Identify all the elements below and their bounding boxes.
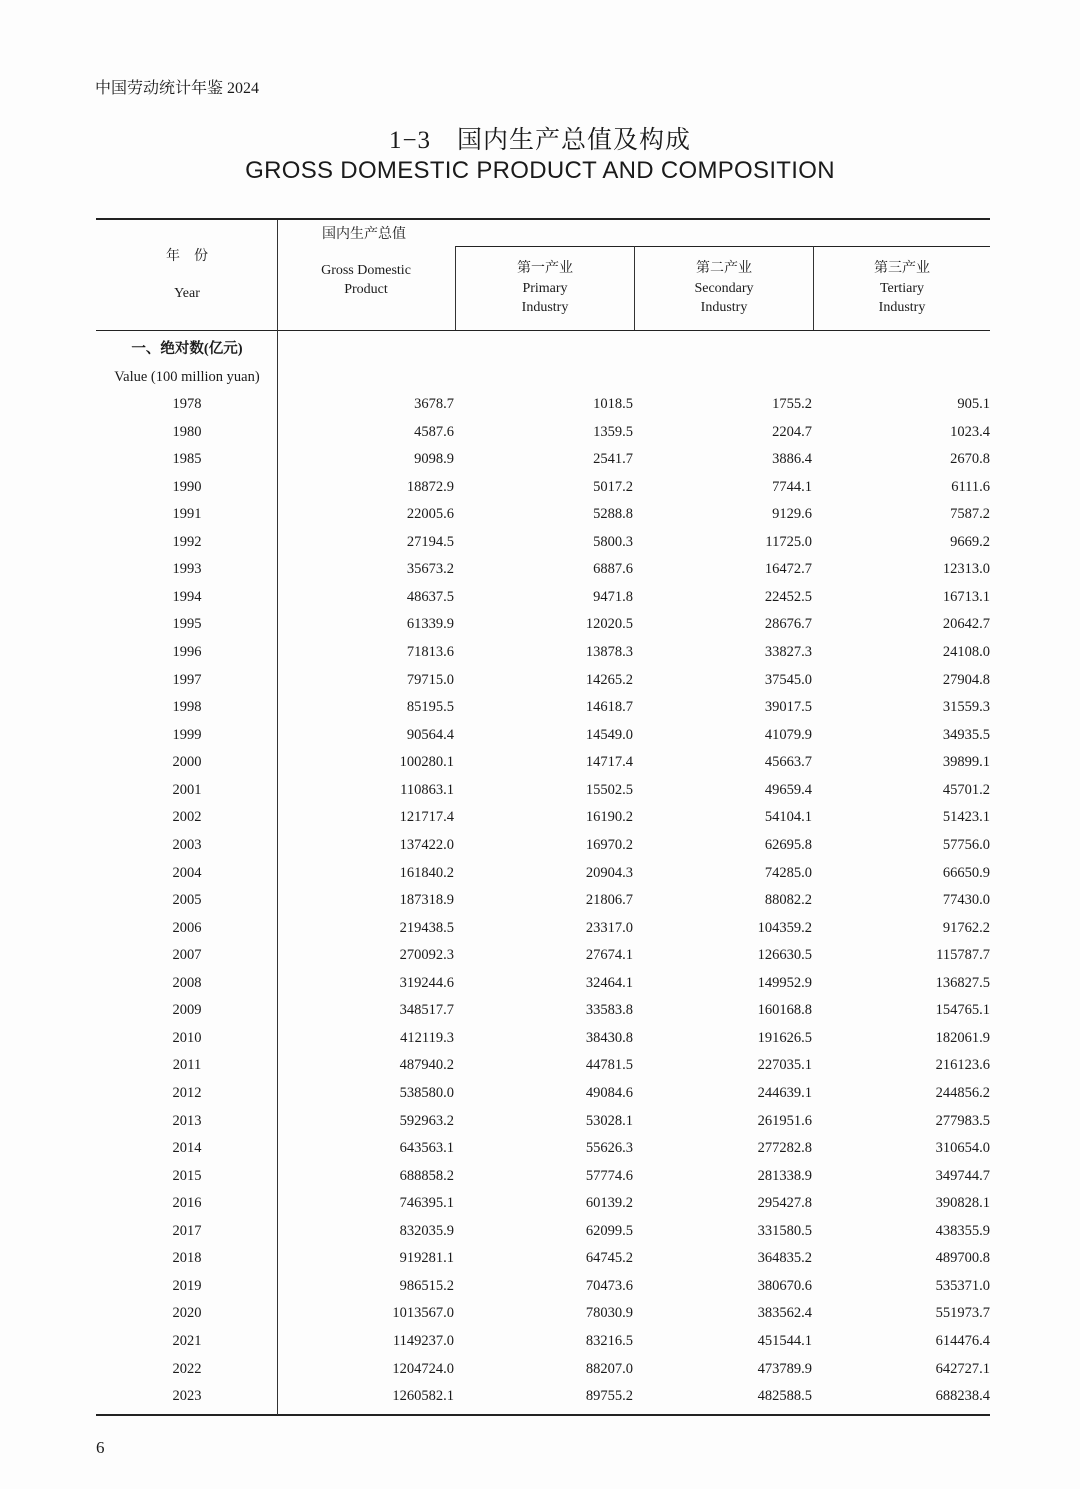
gdp-cell: 71813.6 — [406, 644, 454, 661]
year-cell: 2009 — [172, 1002, 202, 1019]
primary-cell: 13878.3 — [585, 644, 633, 661]
year-cell: 2014 — [172, 1140, 202, 1157]
tertiary-cell: 349744.7 — [935, 1167, 990, 1184]
tertiary-cell: 39899.1 — [942, 754, 990, 771]
gdp-cell: 110863.1 — [400, 781, 454, 798]
year-cell: 1980 — [172, 423, 202, 440]
secondary-cell: 22452.5 — [764, 588, 812, 605]
gdp-cell: 137422.0 — [399, 836, 454, 853]
year-cell: 1998 — [172, 699, 202, 716]
gdp-cell: 187318.9 — [399, 892, 454, 909]
primary-cell: 78030.9 — [585, 1305, 633, 1322]
secondary-cell: 104359.2 — [757, 919, 812, 936]
gdp-cell: 27194.5 — [406, 533, 454, 550]
gdp-cell: 319244.6 — [399, 974, 454, 991]
table-title-chinese: 1−3 国内生产总值及构成 — [388, 127, 692, 154]
table-title-english: GROSS DOMESTIC PRODUCT AND COMPOSITION — [245, 157, 835, 184]
year-cell: 1992 — [172, 533, 202, 550]
secondary-cell: 74285.0 — [764, 864, 812, 881]
gdp-cell: 48637.5 — [406, 588, 454, 605]
tertiary-cell: 31559.3 — [942, 699, 990, 716]
year-cell: 2011 — [172, 1057, 202, 1074]
tertiary-cell: 77430.0 — [942, 892, 990, 909]
tertiary-cell: 489700.8 — [935, 1250, 990, 1267]
primary-cell: 5288.8 — [593, 506, 633, 523]
gdp-cell: 161840.2 — [399, 864, 454, 881]
primary-cell: 14549.0 — [585, 726, 633, 743]
gdp-cell: 1204724.0 — [392, 1360, 454, 1377]
primary-cell: 38430.8 — [585, 1029, 633, 1046]
tertiary-cell: 7587.2 — [950, 506, 990, 523]
primary-cell: 60139.2 — [585, 1195, 633, 1212]
secondary-cell: 37545.0 — [764, 671, 812, 688]
year-cell: 2008 — [172, 974, 202, 991]
year-cell: 1978 — [172, 396, 202, 412]
year-cell: 1991 — [172, 506, 202, 523]
primary-cell: 16970.2 — [585, 836, 633, 853]
year-cell: 2006 — [172, 919, 202, 936]
year-cell: 2010 — [172, 1029, 202, 1046]
bottom-rule — [96, 1414, 990, 1416]
secondary-cell: 11725.0 — [765, 533, 812, 550]
primary-cell: 33583.8 — [585, 1002, 633, 1019]
secondary-cell: 16472.7 — [764, 561, 812, 578]
secondary-cell: 45663.7 — [764, 754, 812, 771]
year-cell: 2005 — [172, 892, 202, 909]
primary-cell: 49084.6 — [585, 1085, 633, 1101]
year-cell: 2003 — [172, 836, 202, 853]
tertiary-cell: 57756.0 — [942, 836, 990, 853]
gdp-cell: 35673.2 — [406, 561, 454, 578]
year-cell: 1993 — [172, 561, 202, 578]
tertiary-cell: 688238.4 — [935, 1388, 990, 1405]
gdp-cell: 643563.1 — [399, 1140, 454, 1157]
year-cell: 1985 — [172, 451, 202, 468]
top-rule — [96, 218, 990, 220]
primary-cell: 23317.0 — [585, 919, 633, 936]
secondary-cell: 39017.5 — [764, 699, 812, 716]
primary-cell: 44781.5 — [585, 1057, 633, 1074]
year-cell: 1997 — [172, 671, 202, 688]
secondary-cell: 227035.1 — [757, 1057, 812, 1074]
primary-cell: 9471.8 — [593, 588, 633, 605]
tertiary-cell: 390828.1 — [935, 1195, 990, 1212]
secondary-cell: 54104.1 — [764, 809, 812, 826]
tertiary-cell: 551973.7 — [935, 1305, 990, 1322]
secondary-cell: 49659.4 — [764, 781, 812, 798]
gdp-cell: 90564.4 — [406, 726, 454, 743]
primary-cell: 57774.6 — [585, 1167, 633, 1184]
tertiary-cell: 6111.6 — [951, 478, 990, 495]
gdp-cell: 1149237.0 — [392, 1333, 454, 1350]
header-year-cn: 年 份 — [166, 249, 208, 264]
secondary-cell: 149952.9 — [757, 974, 812, 991]
tertiary-cell: 136827.5 — [935, 974, 990, 991]
tertiary-cell: 154765.1 — [935, 1002, 990, 1019]
primary-cell: 88207.0 — [585, 1360, 633, 1377]
gdp-cell: 121717.4 — [399, 809, 454, 826]
gdp-cell: 487940.2 — [399, 1057, 454, 1074]
year-cell: 2013 — [172, 1112, 202, 1129]
gdp-cell: 79715.0 — [406, 671, 454, 688]
year-cell: 1990 — [172, 478, 202, 495]
tertiary-cell: 34935.5 — [942, 726, 990, 743]
tertiary-cell: 1023.4 — [950, 423, 990, 440]
year-cell: 1994 — [172, 588, 202, 605]
gdp-cell: 61339.9 — [406, 616, 454, 633]
secondary-cell: 295427.8 — [757, 1195, 812, 1212]
primary-cell: 83216.5 — [585, 1333, 633, 1350]
tertiary-cell: 216123.6 — [935, 1057, 990, 1074]
tertiary-cell: 24108.0 — [942, 644, 990, 661]
tertiary-cell: 905.1 — [957, 396, 990, 412]
year-cell: 1995 — [172, 616, 202, 633]
year-cell: 2020 — [172, 1305, 202, 1322]
header-tertiary-cn: 第三产业 — [874, 261, 930, 276]
gdp-cell: 412119.3 — [400, 1029, 454, 1046]
gdp-cell: 85195.5 — [406, 699, 454, 716]
secondary-cell: 88082.2 — [764, 892, 812, 909]
gdp-cell: 832035.9 — [399, 1222, 454, 1239]
header-gdp-cn: 国内生产总值 — [322, 227, 406, 242]
primary-cell: 12020.5 — [585, 616, 633, 633]
year-cell: 1999 — [172, 726, 202, 743]
primary-cell: 6887.6 — [593, 561, 633, 578]
primary-cell: 5017.2 — [593, 478, 633, 495]
header-secondary-en: Secondary Industry — [694, 281, 754, 315]
secondary-cell: 380670.6 — [757, 1277, 812, 1294]
year-cell: 2022 — [172, 1360, 202, 1377]
tertiary-cell: 12313.0 — [942, 561, 990, 578]
tertiary-cell: 20642.7 — [942, 616, 990, 633]
gdp-cell: 18872.9 — [406, 478, 454, 495]
tertiary-cell: 51423.1 — [942, 809, 990, 826]
secondary-cell: 2204.7 — [772, 423, 812, 440]
header-secondary-cn: 第二产业 — [696, 261, 752, 276]
gdp-cell: 9098.9 — [414, 451, 454, 468]
gdp-cell: 746395.1 — [399, 1195, 454, 1212]
tertiary-cell: 45701.2 — [942, 781, 990, 798]
secondary-cell: 126630.5 — [757, 947, 812, 964]
secondary-cell: 160168.8 — [757, 1002, 812, 1019]
header-gdp-en: Gross Domestic Product — [321, 263, 411, 297]
primary-cell: 1018.5 — [593, 396, 633, 412]
primary-cell: 70473.6 — [585, 1277, 633, 1294]
tertiary-cell: 244856.2 — [935, 1085, 990, 1101]
year-cell: 2018 — [172, 1250, 202, 1267]
header-primary-en: Primary Industry — [521, 281, 569, 315]
primary-cell: 89755.2 — [585, 1388, 633, 1405]
gdp-cell: 348517.7 — [399, 1002, 454, 1019]
primary-cell: 1359.5 — [593, 423, 633, 440]
secondary-cell: 1755.2 — [772, 396, 812, 412]
gdp-cell: 986515.2 — [399, 1277, 454, 1294]
secondary-cell: 261951.6 — [757, 1112, 812, 1129]
tertiary-cell: 91762.2 — [942, 919, 990, 936]
secondary-cell: 3886.4 — [772, 451, 812, 468]
header-primary-cn: 第一产业 — [517, 261, 573, 276]
gdp-cell: 100280.1 — [399, 754, 454, 771]
tertiary-cell: 66650.9 — [942, 864, 990, 881]
tertiary-cell: 16713.1 — [942, 588, 990, 605]
secondary-cell: 28676.7 — [764, 616, 812, 633]
tertiary-cell: 535371.0 — [935, 1277, 990, 1294]
secondary-cell: 281338.9 — [757, 1167, 812, 1184]
primary-cell: 5800.3 — [593, 533, 633, 550]
secondary-cell: 364835.2 — [757, 1250, 812, 1267]
gdp-cell: 1260582.1 — [392, 1388, 454, 1405]
running-head: 中国劳动统计年鉴 2024 — [95, 80, 260, 97]
gdp-cell: 538580.0 — [399, 1085, 454, 1101]
primary-cell: 16190.2 — [585, 809, 633, 826]
subheader-rule — [455, 246, 990, 247]
year-cell: 2012 — [172, 1085, 202, 1101]
gdp-cell: 219438.5 — [399, 919, 454, 936]
secondary-cell: 473789.9 — [757, 1360, 812, 1377]
year-cell: 2021 — [172, 1333, 202, 1350]
gdp-cell: 3678.7 — [414, 396, 454, 412]
tertiary-cell: 182061.9 — [935, 1029, 990, 1046]
gdp-cell: 592963.2 — [399, 1112, 454, 1129]
secondary-cell: 33827.3 — [764, 644, 812, 661]
secondary-cell: 482588.5 — [757, 1388, 812, 1405]
primary-cell: 64745.2 — [585, 1250, 633, 1267]
year-cell: 2023 — [172, 1388, 202, 1405]
year-cell: 2000 — [172, 754, 202, 771]
header-bottom-rule — [96, 330, 990, 331]
secondary-cell: 331580.5 — [757, 1222, 812, 1239]
secondary-cell: 277282.8 — [757, 1140, 812, 1157]
tertiary-cell: 9669.2 — [950, 533, 990, 550]
year-cell: 1996 — [172, 644, 202, 661]
secondary-cell: 7744.1 — [772, 478, 812, 495]
primary-cell: 53028.1 — [585, 1112, 633, 1129]
secondary-cell: 244639.1 — [757, 1085, 812, 1101]
year-cell: 2004 — [172, 864, 202, 881]
secondary-cell: 9129.6 — [772, 506, 812, 523]
page-number: 6 — [96, 1438, 105, 1457]
gdp-cell: 22005.6 — [406, 506, 454, 523]
tertiary-cell: 115787.7 — [936, 947, 990, 964]
gdp-cell: 270092.3 — [399, 947, 454, 964]
gdp-cell: 688858.2 — [399, 1167, 454, 1184]
secondary-cell: 41079.9 — [764, 726, 812, 743]
primary-cell: 55626.3 — [585, 1140, 633, 1157]
gdp-cell: 4587.6 — [414, 423, 454, 440]
primary-cell: 15502.5 — [585, 781, 633, 798]
tertiary-cell: 614476.4 — [935, 1333, 990, 1350]
secondary-cell: 383562.4 — [757, 1305, 812, 1322]
year-cell: 2017 — [172, 1222, 202, 1239]
tertiary-cell: 310654.0 — [935, 1140, 990, 1157]
primary-cell: 21806.7 — [585, 892, 633, 909]
gdp-cell: 919281.1 — [399, 1250, 454, 1267]
section-label-en: Value (100 million yuan) — [114, 369, 260, 385]
gdp-cell: 1013567.0 — [392, 1305, 454, 1322]
year-cell: 2015 — [172, 1167, 202, 1184]
primary-cell: 14717.4 — [585, 754, 633, 771]
primary-cell: 32464.1 — [585, 974, 633, 991]
year-cell: 2007 — [172, 947, 202, 964]
primary-cell: 14265.2 — [585, 671, 633, 688]
primary-cell: 2541.7 — [593, 451, 633, 468]
year-cell: 2002 — [172, 809, 202, 826]
year-cell: 2016 — [172, 1195, 202, 1212]
year-cell: 2019 — [172, 1277, 202, 1294]
header-year-en: Year — [174, 286, 200, 301]
tertiary-cell: 277983.5 — [935, 1112, 990, 1129]
primary-cell: 14618.7 — [585, 699, 633, 716]
tertiary-cell: 27904.8 — [942, 671, 990, 688]
tertiary-cell: 438355.9 — [935, 1222, 990, 1239]
secondary-cell: 191626.5 — [757, 1029, 812, 1046]
primary-cell: 62099.5 — [585, 1222, 633, 1239]
secondary-cell: 451544.1 — [757, 1333, 812, 1350]
tertiary-cell: 2670.8 — [950, 451, 990, 468]
header-tertiary-en: Tertiary Industry — [878, 281, 926, 315]
secondary-cell: 62695.8 — [764, 836, 812, 853]
year-cell: 2001 — [172, 781, 202, 798]
section-label-cn: 一、绝对数(亿元) — [131, 341, 243, 357]
tertiary-cell: 642727.1 — [935, 1360, 990, 1377]
primary-cell: 27674.1 — [585, 947, 633, 964]
primary-cell: 20904.3 — [585, 864, 633, 881]
